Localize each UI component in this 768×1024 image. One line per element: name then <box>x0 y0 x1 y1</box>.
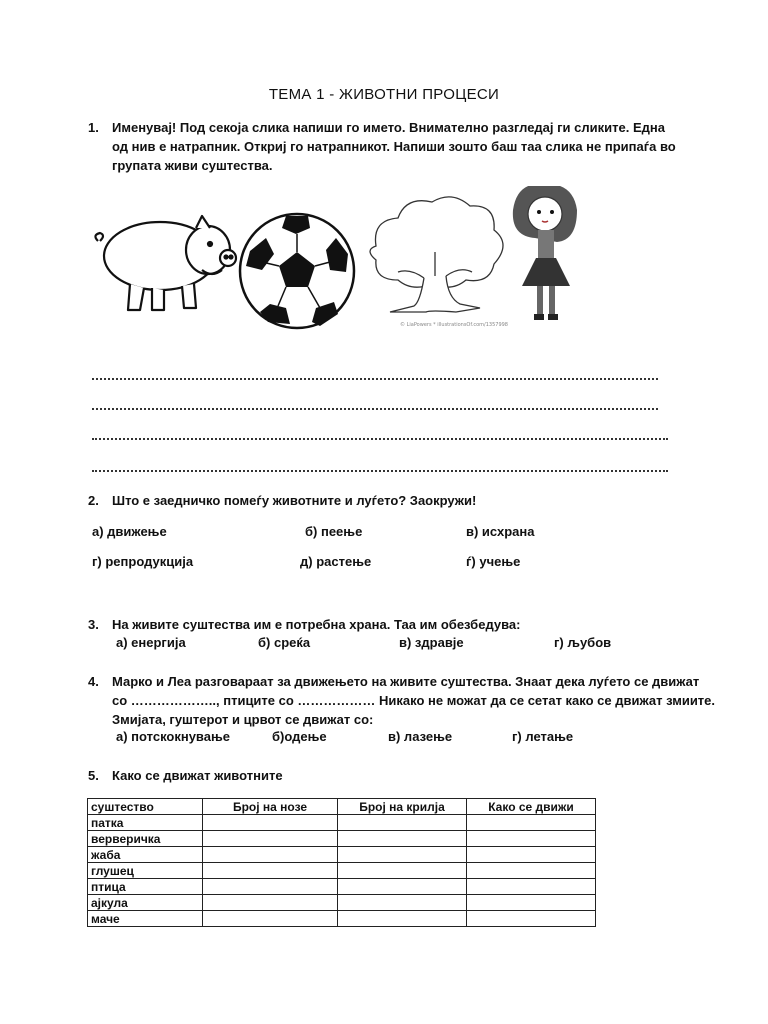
answer-line[interactable] <box>92 398 658 410</box>
question-number: 5. <box>88 768 99 783</box>
option[interactable]: а) движење <box>92 524 167 539</box>
answer-cell[interactable] <box>203 911 338 927</box>
option[interactable]: в) лазење <box>388 729 453 744</box>
table-row <box>88 815 596 831</box>
answer-cell[interactable] <box>467 911 596 927</box>
question-number: 4. <box>88 674 99 689</box>
answer-cell[interactable] <box>338 831 467 847</box>
row-label: маче <box>88 911 203 927</box>
row-label: глушец <box>88 863 203 879</box>
answer-line[interactable] <box>92 460 668 472</box>
girl-icon <box>513 186 577 320</box>
table-row <box>88 847 596 863</box>
question-number: 1. <box>88 120 99 135</box>
row-label: жаба <box>88 847 203 863</box>
answer-cell[interactable] <box>203 895 338 911</box>
table-row <box>88 895 596 911</box>
answer-cell[interactable] <box>338 815 467 831</box>
answer-cell[interactable] <box>338 847 467 863</box>
table-row <box>88 831 596 847</box>
soccer-ball-icon <box>240 214 354 328</box>
option[interactable]: б) среќа <box>258 635 311 650</box>
answer-cell[interactable] <box>203 863 338 879</box>
answer-cell[interactable] <box>467 831 596 847</box>
option[interactable]: б)одење <box>272 729 327 744</box>
table-header-row <box>88 799 596 815</box>
answer-cell[interactable] <box>467 895 596 911</box>
option[interactable]: д) растење <box>300 554 372 569</box>
answer-cell[interactable] <box>338 911 467 927</box>
question-text: Што е заедничко помеѓу животните и луѓето? Заокружи! <box>112 493 477 508</box>
question-1-pictures <box>90 186 590 331</box>
answer-cell[interactable] <box>338 879 467 895</box>
answer-cell[interactable] <box>203 831 338 847</box>
table-row <box>88 863 596 879</box>
column-header: Број на крилја <box>338 799 467 815</box>
row-label: птица <box>88 879 203 895</box>
column-header: Како се движи <box>467 799 596 815</box>
option[interactable]: в) исхрана <box>466 524 535 539</box>
answer-cell[interactable] <box>203 847 338 863</box>
answer-cell[interactable] <box>467 815 596 831</box>
question-text: Како се движат животните <box>112 768 283 783</box>
question-text: На живите суштества им е потребна храна. Таа им обезбедува: <box>112 617 521 632</box>
option[interactable]: а) потскокнување <box>116 729 230 744</box>
answer-cell[interactable] <box>338 895 467 911</box>
question-text: Именувај! Под секоја слика напиши го името. Внимателно разгледај ги сликите. Една од нив е натрапник. Откриј го натрапникот. Напиши зошто баш таа слика не припаѓа во групата живи суштества. <box>112 120 676 173</box>
row-label: патка <box>88 815 203 831</box>
answer-cell[interactable] <box>338 863 467 879</box>
option[interactable]: г) љубов <box>554 635 612 650</box>
answer-cell[interactable] <box>467 879 596 895</box>
question-number: 2. <box>88 493 99 508</box>
option[interactable]: ѓ) учење <box>466 554 521 569</box>
column-header: суштество <box>88 799 203 815</box>
option[interactable]: в) здравје <box>399 635 464 650</box>
answer-line[interactable] <box>92 428 668 440</box>
option[interactable]: а) енергија <box>116 635 186 650</box>
pig-icon <box>95 216 236 310</box>
question-text-line: со ……………….., птиците со ……………… Никако не можат да се сетат како се движат змиите. <box>112 693 716 708</box>
column-header: Број на нозе <box>203 799 338 815</box>
table-row <box>88 911 596 927</box>
animals-movement-table <box>87 798 596 927</box>
question-text-line: Марко и Леа разговараат за движењето на живите суштества. Знаат дека луѓето се движат <box>112 674 700 689</box>
row-label: ајкула <box>88 895 203 911</box>
option[interactable]: б) пеење <box>305 524 363 539</box>
question-text-line: Змијата, гуштерот и црвот се движат со: <box>112 712 374 727</box>
answer-line[interactable] <box>92 368 658 380</box>
tree-icon <box>370 197 508 328</box>
row-label: верверичка <box>88 831 203 847</box>
table-row <box>88 879 596 895</box>
option[interactable]: г) летање <box>512 729 574 744</box>
answer-cell[interactable] <box>203 879 338 895</box>
answer-cell[interactable] <box>467 863 596 879</box>
page-title: ТЕМА 1 - ЖИВОТНИ ПРОЦЕСИ <box>268 86 500 103</box>
answer-cell[interactable] <box>467 847 596 863</box>
image-credit: © LiaPowers * illustrationsOf.com/1357998 <box>400 322 508 328</box>
question-number: 3. <box>88 617 99 632</box>
option[interactable]: г) репродукција <box>92 554 194 569</box>
answer-cell[interactable] <box>203 815 338 831</box>
